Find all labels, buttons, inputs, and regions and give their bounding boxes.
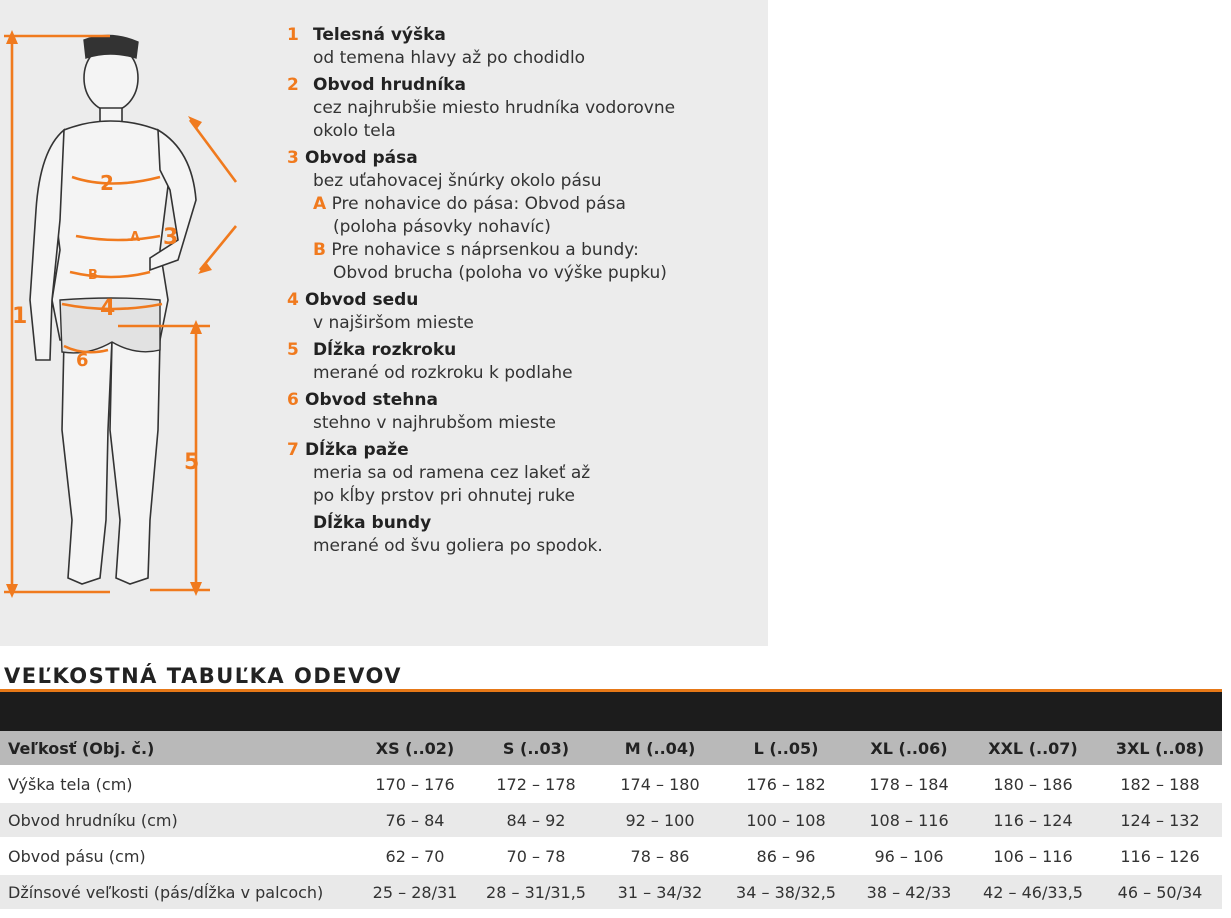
- table-cell: 96 – 106: [850, 838, 968, 874]
- figure-label-1: 1: [12, 304, 28, 329]
- row-label: Výška tela (cm): [0, 766, 356, 802]
- figure-label-4: 4: [100, 296, 116, 321]
- column-header: XXL (..07): [968, 731, 1098, 766]
- legend-title: Dĺžka paže: [305, 440, 409, 460]
- legend-title: Obvod stehna: [305, 390, 438, 410]
- table-cell: 180 – 186: [968, 766, 1098, 802]
- legend-entry-6: [287, 389, 757, 435]
- legend-description: od temena hlavy až po chodidlo: [313, 48, 586, 68]
- legend-description: merané od rozkroku k podlahe: [313, 363, 573, 383]
- legend-description: v najširšom mieste: [313, 313, 474, 333]
- table-cell: 108 – 116: [850, 802, 968, 838]
- table-cell: 124 – 132: [1098, 802, 1222, 838]
- table-cell: 62 – 70: [356, 838, 474, 874]
- table-cell: 170 – 176: [356, 766, 474, 802]
- legend-title: Dĺžka bundy: [313, 513, 432, 533]
- legend-sub-A: [287, 193, 757, 239]
- table-cell: 78 – 86: [598, 838, 722, 874]
- column-header: Veľkosť (Obj. č.): [0, 731, 356, 766]
- row-label: Obvod hrudníku (cm): [0, 802, 356, 838]
- table-cell: 100 – 108: [722, 802, 850, 838]
- sub-line: (poloha pásovky nohavíc): [333, 217, 551, 237]
- legend-description: stehno v najhrubšom mieste: [313, 413, 556, 433]
- table-cell: 178 – 184: [850, 766, 968, 802]
- figure-label-5: 5: [184, 450, 200, 475]
- table-cell: 116 – 124: [968, 802, 1098, 838]
- legend-title: Obvod hrudníka: [313, 75, 466, 95]
- legend-entry-2: [287, 74, 757, 143]
- column-header: S (..03): [474, 731, 598, 766]
- legend-number: 7: [287, 440, 299, 460]
- sub-letter: A: [313, 194, 327, 214]
- legend-entry-jacket: [287, 512, 757, 558]
- sub-letter: B: [313, 240, 326, 260]
- table-row: [0, 766, 1222, 802]
- table-cell: 25 – 28/31: [356, 874, 474, 910]
- table-header-row: [0, 731, 1222, 766]
- table-cell: 76 – 84: [356, 802, 474, 838]
- table-cell: 46 – 50/34: [1098, 874, 1222, 910]
- column-header: 3XL (..08): [1098, 731, 1222, 766]
- legend-number: 3: [287, 148, 299, 168]
- figure-label-B: B: [88, 268, 98, 283]
- measurement-guide-panel: [0, 0, 768, 646]
- figure-label-2: 2: [100, 171, 114, 195]
- legend-number: 4: [287, 290, 299, 310]
- legend-description: merané od švu goliera po spodok.: [313, 536, 603, 556]
- legend-entry-7: [287, 439, 757, 508]
- table-cell: 174 – 180: [598, 766, 722, 802]
- legend-description: po kĺby prstov pri ohnutej ruke: [313, 486, 575, 506]
- legend-title: Obvod sedu: [305, 290, 419, 310]
- table-row: [0, 874, 1222, 910]
- table-header-band: [0, 692, 1222, 731]
- table-row: [0, 802, 1222, 838]
- legend-description: cez najhrubšie miesto hrudníka vodorovne: [313, 98, 676, 118]
- legend-sub-B: [287, 239, 757, 285]
- table-cell: 34 – 38/32,5: [722, 874, 850, 910]
- table-cell: 116 – 126: [1098, 838, 1222, 874]
- size-table-title: VEĽKOSTNÁ TABUĽKA ODEVOV: [4, 664, 403, 688]
- legend-number: 2: [287, 75, 299, 95]
- legend-entry-4: [287, 289, 757, 335]
- figure-label-3: 3: [163, 225, 179, 250]
- table-cell: 38 – 42/33: [850, 874, 968, 910]
- table-cell: 182 – 188: [1098, 766, 1222, 802]
- table-row: [0, 838, 1222, 874]
- column-header: XS (..02): [356, 731, 474, 766]
- row-label: Džínsové veľkosti (pás/dĺžka v palcoch): [0, 874, 356, 910]
- table-cell: 28 – 31/31,5: [474, 874, 598, 910]
- figure-label-A: A: [130, 230, 141, 245]
- row-label: Obvod pásu (cm): [0, 838, 356, 874]
- column-header: L (..05): [722, 731, 850, 766]
- table-cell: 176 – 182: [722, 766, 850, 802]
- legend-number: 6: [287, 390, 299, 410]
- table-cell: 106 – 116: [968, 838, 1098, 874]
- table-cell: 42 – 46/33,5: [968, 874, 1098, 910]
- column-header: XL (..06): [850, 731, 968, 766]
- measurement-legend: [287, 24, 757, 562]
- body-outline-illustration: [0, 0, 240, 620]
- legend-title: Dĺžka rozkroku: [313, 340, 457, 360]
- table-cell: 84 – 92: [474, 802, 598, 838]
- table-cell: 172 – 178: [474, 766, 598, 802]
- legend-title: Obvod pása: [305, 148, 418, 168]
- sub-line: Pre nohavice s náprsenkou a bundy:: [331, 240, 639, 260]
- legend-title: Telesná výška: [313, 25, 446, 45]
- table-cell: 92 – 100: [598, 802, 722, 838]
- legend-entry-5: [287, 339, 757, 385]
- size-table: [0, 731, 1222, 911]
- sub-line: Obvod brucha (poloha vo výške pupku): [333, 263, 667, 283]
- table-cell: 31 – 34/32: [598, 874, 722, 910]
- legend-number: 1: [287, 25, 299, 45]
- legend-description: okolo tela: [313, 121, 396, 141]
- body-figure: [0, 0, 240, 620]
- legend-entry-3: [287, 147, 757, 285]
- legend-description: bez uťahovacej šnúrky okolo pásu: [313, 171, 602, 191]
- sub-line: Pre nohavice do pása: Obvod pása: [331, 194, 626, 214]
- legend-entry-1: [287, 24, 757, 70]
- legend-description: meria sa od ramena cez lakeť až: [313, 463, 591, 483]
- figure-label-6: 6: [76, 350, 89, 371]
- legend-number: 5: [287, 340, 299, 360]
- table-cell: 70 – 78: [474, 838, 598, 874]
- column-header: M (..04): [598, 731, 722, 766]
- table-cell: 86 – 96: [722, 838, 850, 874]
